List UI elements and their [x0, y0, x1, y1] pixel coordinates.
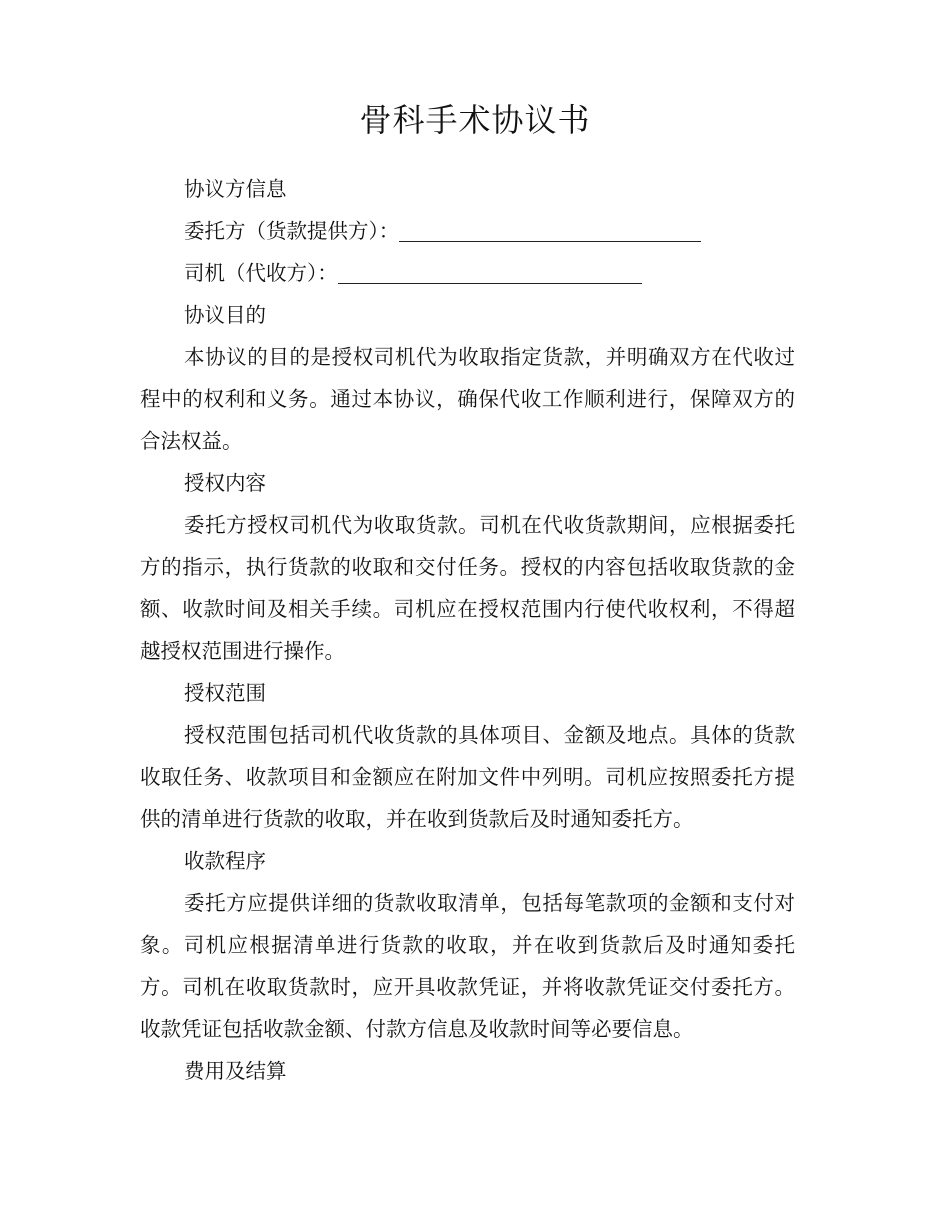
procedure-paragraph: 委托方应提供详细的货款收取清单，包括每笔款项的金额和支付对象。司机应根据清单进行货款的收取，并在收到货款后及时通知委托方。司机在收取货款时，应开具收款凭证，并将收款凭证交付委托方。收款凭证包括收款金额、付款方信息及收款时间等必要信息。 — [140, 891, 795, 1041]
section-heading-parties: 协议方信息 — [184, 177, 287, 201]
section-heading-fees: 费用及结算 — [184, 1059, 287, 1083]
entrust-party-label: 委托方（货款提供方）： — [184, 219, 400, 243]
entrust-party-line — [140, 210, 795, 252]
section-heading-scope: 授权范围 — [184, 681, 266, 705]
driver-party-line — [140, 252, 795, 294]
section-heading-purpose: 协议目的 — [184, 303, 266, 327]
driver-party-label: 司机（代收方）： — [184, 261, 338, 285]
driver-party-blank[interactable] — [338, 259, 642, 284]
document-body — [140, 168, 795, 1092]
document-title: 骨科手术协议书 — [359, 101, 591, 139]
authorization-paragraph: 委托方授权司机代为收取货款。司机在代收货款期间，应根据委托方的指示，执行货款的收取和交付任务。授权的内容包括收取货款的金额、收款时间及相关手续。司机应在授权范围内行使代收权利，不得超越授权范围进行操作。 — [140, 513, 795, 663]
section-heading-procedure: 收款程序 — [184, 849, 266, 873]
entrust-party-blank[interactable] — [399, 217, 701, 242]
purpose-paragraph: 本协议的目的是授权司机代为收取指定货款，并明确双方在代收过程中的权利和义务。通过本协议，确保代收工作顺利进行，保障双方的合法权益。 — [140, 345, 795, 453]
section-heading-authorization: 授权内容 — [184, 471, 266, 495]
scope-paragraph: 授权范围包括司机代收货款的具体项目、金额及地点。具体的货款收取任务、收款项目和金额应在附加文件中列明。司机应按照委托方提供的清单进行货款的收取，并在收到货款后及时通知委托方。 — [140, 723, 795, 831]
